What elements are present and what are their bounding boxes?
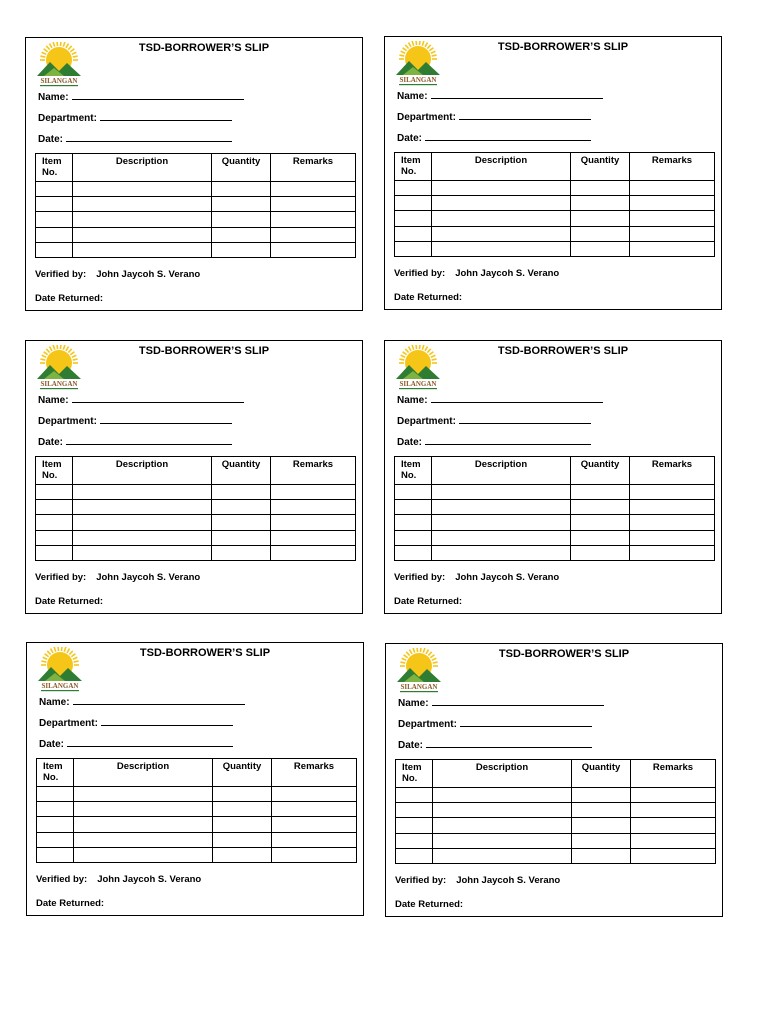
- table-row: [37, 802, 357, 817]
- table-cell[interactable]: [432, 226, 571, 241]
- table-cell[interactable]: [432, 196, 571, 211]
- table-cell[interactable]: [630, 226, 715, 241]
- date-field[interactable]: [397, 131, 591, 144]
- table-cell[interactable]: [212, 500, 271, 515]
- table-cell[interactable]: [73, 500, 212, 515]
- header-remarks: Remarks: [271, 154, 356, 182]
- header-item-no: Item No.: [37, 759, 74, 787]
- table-row: [396, 803, 716, 818]
- header-item-no: Item No.: [36, 154, 73, 182]
- table-row: [395, 530, 715, 545]
- table-cell[interactable]: [212, 227, 271, 242]
- date-field[interactable]: [397, 435, 591, 448]
- header-quantity: Quantity: [571, 153, 630, 181]
- table-cell[interactable]: [395, 196, 432, 211]
- header-item-no: Item No.: [396, 760, 433, 788]
- table-cell[interactable]: [271, 197, 356, 212]
- department-line[interactable]: [459, 414, 591, 424]
- table-cell[interactable]: [36, 212, 73, 227]
- date-returned-label: Date Returned:: [36, 898, 105, 909]
- borrower-slip-4: [384, 340, 722, 614]
- name-field[interactable]: [39, 695, 245, 708]
- date-field[interactable]: [398, 738, 592, 751]
- table-cell[interactable]: [36, 227, 73, 242]
- table-cell[interactable]: [432, 485, 571, 500]
- name-label: Name:: [38, 92, 69, 103]
- table-cell[interactable]: [395, 485, 432, 500]
- verified-by: [394, 572, 559, 583]
- verified-name: John Jaycoh S. Verano: [455, 572, 560, 583]
- table-cell[interactable]: [73, 545, 212, 560]
- name-label: Name:: [38, 395, 69, 406]
- table-cell[interactable]: [272, 787, 357, 802]
- name-field[interactable]: [398, 696, 604, 709]
- table-cell[interactable]: [572, 788, 631, 803]
- table-row: [395, 485, 715, 500]
- name-label: Name:: [398, 698, 429, 709]
- table-cell[interactable]: [212, 530, 271, 545]
- table-row: [395, 545, 715, 560]
- table-cell[interactable]: [272, 817, 357, 832]
- table-row: [36, 530, 356, 545]
- table-row: [395, 211, 715, 226]
- name-line[interactable]: [431, 393, 603, 403]
- table-cell[interactable]: [271, 212, 356, 227]
- slip-title: TSD-BORROWER’S SLIP: [497, 345, 629, 357]
- table-cell[interactable]: [396, 788, 433, 803]
- table-cell[interactable]: [212, 197, 271, 212]
- table-cell[interactable]: [630, 530, 715, 545]
- table-cell[interactable]: [572, 848, 631, 863]
- table-header-row: [395, 153, 715, 181]
- logo-text: SILANGAN: [40, 380, 78, 388]
- department-line[interactable]: [460, 717, 592, 727]
- department-label: Department:: [397, 112, 456, 123]
- table-cell[interactable]: [36, 545, 73, 560]
- slip-title: TSD-BORROWER’S SLIP: [138, 345, 270, 357]
- name-label: Name:: [397, 91, 428, 102]
- table-cell[interactable]: [36, 182, 73, 197]
- table-cell[interactable]: [571, 545, 630, 560]
- table-cell[interactable]: [433, 818, 572, 833]
- table-row: [396, 788, 716, 803]
- table-cell[interactable]: [396, 848, 433, 863]
- table-cell[interactable]: [74, 847, 213, 862]
- table-row: [395, 196, 715, 211]
- department-label: Department:: [397, 416, 456, 427]
- department-label: Department:: [38, 416, 97, 427]
- table-cell[interactable]: [433, 788, 572, 803]
- name-label: Name:: [397, 395, 428, 406]
- table-cell[interactable]: [272, 802, 357, 817]
- table-cell[interactable]: [271, 227, 356, 242]
- table-cell[interactable]: [36, 500, 73, 515]
- table-cell[interactable]: [213, 817, 272, 832]
- table-cell[interactable]: [395, 181, 432, 196]
- header-remarks: Remarks: [271, 457, 356, 485]
- table-cell[interactable]: [630, 196, 715, 211]
- table-cell[interactable]: [630, 211, 715, 226]
- table-cell[interactable]: [36, 530, 73, 545]
- table-cell[interactable]: [36, 242, 73, 257]
- table-cell[interactable]: [395, 226, 432, 241]
- header-description: Description: [73, 154, 212, 182]
- verified-name: John Jaycoh S. Verano: [96, 269, 201, 280]
- verified-label: Verified by:: [35, 572, 87, 583]
- table-cell[interactable]: [631, 848, 716, 863]
- header-remarks: Remarks: [631, 760, 716, 788]
- name-line[interactable]: [73, 695, 245, 705]
- table-cell[interactable]: [395, 500, 432, 515]
- table-cell[interactable]: [571, 500, 630, 515]
- verified-name: John Jaycoh S. Verano: [456, 875, 561, 886]
- logo-text: SILANGAN: [41, 682, 79, 690]
- table-cell[interactable]: [271, 545, 356, 560]
- table-cell[interactable]: [213, 802, 272, 817]
- table-cell[interactable]: [37, 832, 74, 847]
- verified-label: Verified by:: [395, 875, 447, 886]
- department-field[interactable]: [398, 717, 592, 730]
- table-cell[interactable]: [432, 530, 571, 545]
- header-quantity: Quantity: [212, 457, 271, 485]
- verified-label: Verified by:: [35, 269, 87, 280]
- slip-title: TSD-BORROWER’S SLIP: [498, 648, 630, 660]
- date-field[interactable]: [38, 132, 232, 145]
- table-cell[interactable]: [395, 530, 432, 545]
- table-cell[interactable]: [74, 817, 213, 832]
- verified-by: [35, 269, 200, 280]
- items-table: [35, 153, 356, 258]
- date-returned-label: Date Returned:: [35, 596, 104, 607]
- department-field[interactable]: [39, 716, 233, 729]
- department-field[interactable]: [397, 414, 591, 427]
- borrower-slip-2: [384, 36, 722, 310]
- verified-by: [36, 874, 201, 885]
- date-returned-label: Date Returned:: [395, 899, 464, 910]
- table-cell[interactable]: [571, 181, 630, 196]
- borrower-slip-1: [25, 37, 363, 311]
- items-table: [35, 456, 356, 561]
- table-cell[interactable]: [396, 818, 433, 833]
- table-cell[interactable]: [571, 196, 630, 211]
- date-line[interactable]: [67, 737, 233, 747]
- table-cell[interactable]: [630, 545, 715, 560]
- table-cell[interactable]: [73, 242, 212, 257]
- date-returned-label: Date Returned:: [394, 596, 463, 607]
- table-cell[interactable]: [571, 530, 630, 545]
- borrower-slip-6: [385, 643, 723, 917]
- table-cell[interactable]: [571, 485, 630, 500]
- table-row: [396, 818, 716, 833]
- department-line[interactable]: [100, 414, 232, 424]
- header-description: Description: [432, 457, 571, 485]
- table-cell[interactable]: [74, 832, 213, 847]
- name-field[interactable]: [397, 89, 603, 102]
- date-label: Date:: [38, 134, 64, 145]
- slip-title: TSD-BORROWER’S SLIP: [139, 647, 271, 659]
- slip-title: TSD-BORROWER’S SLIP: [497, 41, 629, 53]
- table-cell[interactable]: [395, 515, 432, 530]
- table-cell[interactable]: [36, 197, 73, 212]
- table-cell[interactable]: [396, 833, 433, 848]
- name-line[interactable]: [431, 89, 603, 99]
- slip-title: TSD-BORROWER’S SLIP: [138, 42, 270, 54]
- table-cell[interactable]: [212, 182, 271, 197]
- date-line[interactable]: [66, 132, 232, 142]
- table-row: [36, 197, 356, 212]
- table-cell[interactable]: [271, 500, 356, 515]
- table-cell[interactable]: [433, 833, 572, 848]
- table-cell[interactable]: [571, 241, 630, 256]
- table-row: [37, 832, 357, 847]
- table-header-row: [36, 154, 356, 182]
- table-cell[interactable]: [74, 787, 213, 802]
- name-line[interactable]: [432, 696, 604, 706]
- department-line[interactable]: [100, 111, 232, 121]
- table-cell[interactable]: [571, 211, 630, 226]
- table-cell[interactable]: [433, 848, 572, 863]
- name-label: Name:: [39, 697, 70, 708]
- department-field[interactable]: [397, 110, 591, 123]
- table-cell[interactable]: [432, 211, 571, 226]
- table-cell[interactable]: [433, 803, 572, 818]
- table-cell[interactable]: [631, 833, 716, 848]
- department-label: Department:: [398, 719, 457, 730]
- borrower-slip-3: [25, 340, 363, 614]
- name-field[interactable]: [397, 393, 603, 406]
- department-field[interactable]: [38, 111, 232, 124]
- table-row: [395, 181, 715, 196]
- name-field[interactable]: [38, 90, 244, 103]
- table-cell[interactable]: [630, 485, 715, 500]
- header-item-no: Item No.: [36, 457, 73, 485]
- table-cell[interactable]: [37, 787, 74, 802]
- date-returned-label: Date Returned:: [35, 293, 104, 304]
- table-cell[interactable]: [631, 803, 716, 818]
- header-quantity: Quantity: [572, 760, 631, 788]
- verified-by: [394, 268, 559, 279]
- header-quantity: Quantity: [212, 154, 271, 182]
- department-field[interactable]: [38, 414, 232, 427]
- table-cell[interactable]: [572, 818, 631, 833]
- table-cell[interactable]: [73, 212, 212, 227]
- date-label: Date:: [397, 133, 423, 144]
- header-quantity: Quantity: [213, 759, 272, 787]
- items-table: [395, 759, 716, 864]
- table-cell[interactable]: [271, 530, 356, 545]
- date-label: Date:: [397, 437, 423, 448]
- table-header-row: [396, 760, 716, 788]
- table-cell[interactable]: [213, 847, 272, 862]
- date-line[interactable]: [425, 131, 591, 141]
- table-cell[interactable]: [73, 182, 212, 197]
- table-cell[interactable]: [630, 500, 715, 515]
- date-field[interactable]: [38, 435, 232, 448]
- table-row: [395, 226, 715, 241]
- header-item-no: Item No.: [395, 457, 432, 485]
- department-line[interactable]: [459, 110, 591, 120]
- table-cell[interactable]: [212, 485, 271, 500]
- table-row: [395, 500, 715, 515]
- table-cell[interactable]: [73, 515, 212, 530]
- table-cell[interactable]: [630, 515, 715, 530]
- department-line[interactable]: [101, 716, 233, 726]
- verified-name: John Jaycoh S. Verano: [455, 268, 560, 279]
- table-cell[interactable]: [271, 182, 356, 197]
- verified-by: [395, 875, 560, 886]
- table-row: [36, 545, 356, 560]
- logo-text: SILANGAN: [399, 380, 437, 388]
- table-cell[interactable]: [432, 500, 571, 515]
- table-cell[interactable]: [432, 515, 571, 530]
- verified-label: Verified by:: [394, 268, 446, 279]
- table-cell[interactable]: [432, 545, 571, 560]
- table-cell[interactable]: [271, 485, 356, 500]
- table-cell[interactable]: [631, 818, 716, 833]
- table-cell[interactable]: [571, 515, 630, 530]
- table-cell[interactable]: [212, 242, 271, 257]
- items-table: [394, 456, 715, 561]
- table-header-row: [395, 457, 715, 485]
- table-cell[interactable]: [272, 847, 357, 862]
- table-row: [36, 485, 356, 500]
- table-cell[interactable]: [212, 545, 271, 560]
- table-cell[interactable]: [395, 241, 432, 256]
- table-cell[interactable]: [630, 181, 715, 196]
- table-cell[interactable]: [271, 242, 356, 257]
- department-label: Department:: [39, 718, 98, 729]
- table-row: [36, 227, 356, 242]
- table-cell[interactable]: [36, 485, 73, 500]
- table-cell[interactable]: [213, 832, 272, 847]
- name-line[interactable]: [72, 90, 244, 100]
- date-returned-label: Date Returned:: [394, 292, 463, 303]
- table-row: [396, 848, 716, 863]
- verified-label: Verified by:: [394, 572, 446, 583]
- table-cell[interactable]: [212, 515, 271, 530]
- table-row: [36, 242, 356, 257]
- table-cell[interactable]: [571, 226, 630, 241]
- table-row: [36, 212, 356, 227]
- table-row: [36, 182, 356, 197]
- header-description: Description: [433, 760, 572, 788]
- table-header-row: [37, 759, 357, 787]
- table-cell[interactable]: [271, 515, 356, 530]
- table-cell[interactable]: [432, 181, 571, 196]
- date-label: Date:: [38, 437, 64, 448]
- header-remarks: Remarks: [630, 153, 715, 181]
- header-description: Description: [73, 457, 212, 485]
- header-item-no: Item No.: [395, 153, 432, 181]
- header-remarks: Remarks: [630, 457, 715, 485]
- name-field[interactable]: [38, 393, 244, 406]
- logo-text: SILANGAN: [400, 683, 438, 691]
- table-cell[interactable]: [73, 485, 212, 500]
- date-label: Date:: [39, 739, 65, 750]
- table-row: [36, 500, 356, 515]
- table-row: [37, 787, 357, 802]
- table-cell[interactable]: [572, 803, 631, 818]
- date-line[interactable]: [425, 435, 591, 445]
- date-label: Date:: [398, 740, 424, 751]
- table-row: [395, 241, 715, 256]
- table-cell[interactable]: [396, 803, 433, 818]
- table-cell[interactable]: [37, 802, 74, 817]
- table-cell[interactable]: [36, 515, 73, 530]
- verified-label: Verified by:: [36, 874, 88, 885]
- table-row: [37, 847, 357, 862]
- verified-name: John Jaycoh S. Verano: [97, 874, 202, 885]
- table-cell[interactable]: [630, 241, 715, 256]
- table-cell[interactable]: [395, 211, 432, 226]
- table-cell[interactable]: [572, 833, 631, 848]
- logo-text: SILANGAN: [399, 76, 437, 84]
- logo-text: SILANGAN: [40, 77, 78, 85]
- table-cell[interactable]: [212, 212, 271, 227]
- table-cell[interactable]: [272, 832, 357, 847]
- table-cell[interactable]: [73, 227, 212, 242]
- name-line[interactable]: [72, 393, 244, 403]
- items-table: [36, 758, 357, 863]
- table-row: [395, 515, 715, 530]
- borrower-slip-5: [26, 642, 364, 916]
- table-row: [36, 515, 356, 530]
- table-cell[interactable]: [631, 788, 716, 803]
- department-label: Department:: [38, 113, 97, 124]
- table-cell[interactable]: [73, 530, 212, 545]
- table-cell[interactable]: [74, 802, 213, 817]
- date-line[interactable]: [66, 435, 232, 445]
- table-cell[interactable]: [73, 197, 212, 212]
- header-description: Description: [74, 759, 213, 787]
- verified-by: [35, 572, 200, 583]
- verified-name: John Jaycoh S. Verano: [96, 572, 201, 583]
- table-row: [396, 833, 716, 848]
- items-table: [394, 152, 715, 257]
- table-cell[interactable]: [37, 847, 74, 862]
- header-quantity: Quantity: [571, 457, 630, 485]
- table-row: [37, 817, 357, 832]
- table-cell[interactable]: [395, 545, 432, 560]
- table-header-row: [36, 457, 356, 485]
- table-cell[interactable]: [37, 817, 74, 832]
- header-remarks: Remarks: [272, 759, 357, 787]
- table-cell[interactable]: [213, 787, 272, 802]
- table-cell[interactable]: [432, 241, 571, 256]
- date-field[interactable]: [39, 737, 233, 750]
- date-line[interactable]: [426, 738, 592, 748]
- header-description: Description: [432, 153, 571, 181]
